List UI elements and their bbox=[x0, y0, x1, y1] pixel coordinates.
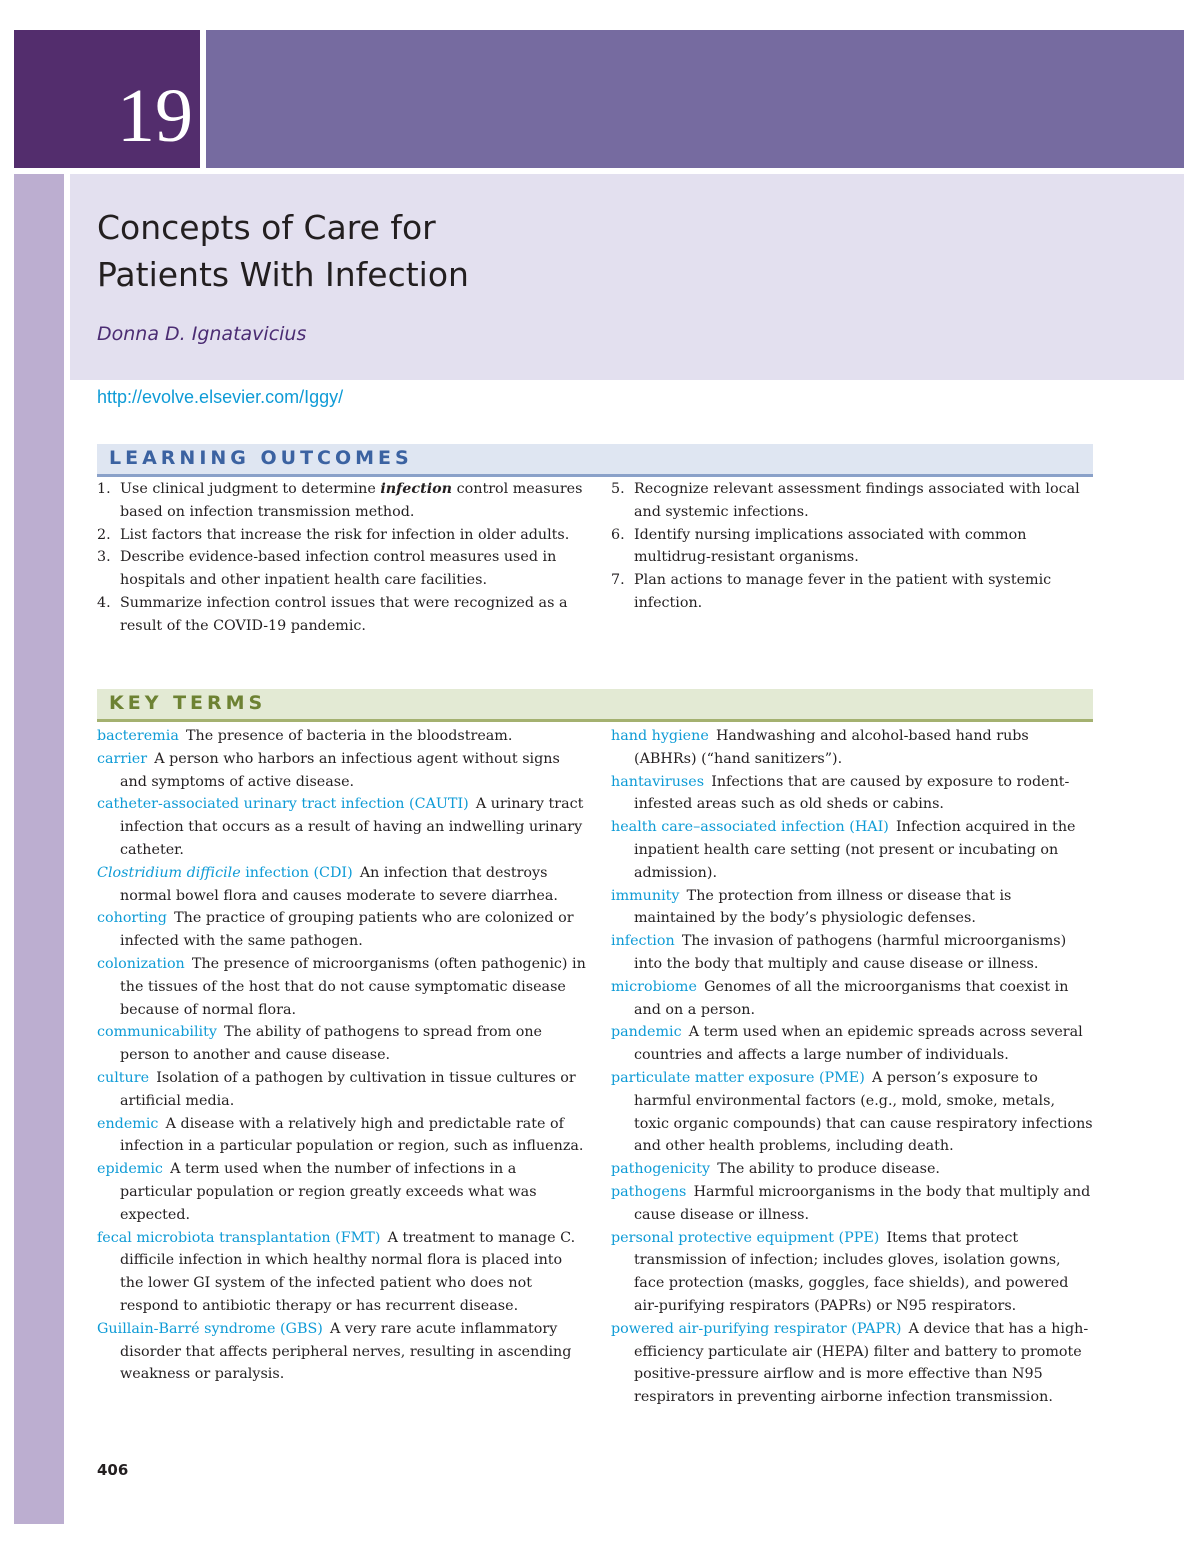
key-term-entry bbox=[611, 1318, 1093, 1409]
key-term-definition: Isolation of a pathogen by cultivation in tissue cultures or artificial media. bbox=[120, 1069, 576, 1109]
key-term-entry bbox=[97, 862, 587, 908]
key-term-definition: A person’s exposure to harmful environmental factors (e.g., mold, smoke, metals, toxic organic compounds) that can cause respiratory infections and other health problems, including death. bbox=[634, 1069, 1093, 1155]
learning-outcomes-title: LEARNING OUTCOMES bbox=[109, 447, 413, 469]
outcome-text: Recognize relevant assessment findings associated with local and systemic infections. bbox=[634, 481, 1080, 520]
learning-outcomes-header bbox=[97, 444, 1093, 477]
key-term-entry bbox=[97, 1113, 587, 1159]
key-term: pandemic bbox=[611, 1024, 682, 1041]
learning-outcome-item bbox=[611, 524, 1093, 570]
outcome-number: 4. bbox=[97, 594, 111, 611]
key-term-definition: Infection acquired in the inpatient health care setting (not present or incubating on admission). bbox=[634, 819, 1076, 881]
key-term-definition: A person who harbors an infectious agent without signs and symptoms of active disease. bbox=[120, 750, 560, 790]
key-term-definition: The invasion of pathogens (harmful microorganisms) into the body that multiply and cause disease or illness. bbox=[634, 933, 1067, 972]
key-term-definition: The protection from illness or disease that is maintained by the body’s physiologic defenses. bbox=[634, 887, 1012, 927]
key-term: Guillain-Barré syndrome (GBS) bbox=[97, 1320, 323, 1337]
chapter-number: 19 bbox=[117, 74, 193, 158]
key-term-entry bbox=[611, 976, 1093, 1022]
key-term: immunity bbox=[611, 887, 680, 904]
key-term-definition: Infections that are caused by exposure to rodent-infested areas such as old sheds or cabins. bbox=[634, 773, 1070, 813]
key-term-definition: A very rare acute inflammatory disorder that affects peripheral nerves, resulting in ascending weakness or paralysis. bbox=[120, 1320, 572, 1383]
learning-outcome-item bbox=[611, 478, 1093, 524]
key-term: hantaviruses bbox=[611, 773, 705, 790]
outcome-text: Use clinical judgment to determine bbox=[120, 481, 381, 497]
key-term: epidemic bbox=[97, 1161, 163, 1178]
key-term-definition: A device that has a high-efficiency particulate air (HEPA) filter and battery to promote positive-pressure airflow and is more effective than N95 respirators in preventing airborne infection transmission. bbox=[634, 1320, 1089, 1406]
key-term-entry bbox=[611, 1067, 1093, 1158]
key-term: communicability bbox=[97, 1024, 217, 1041]
key-term-entry bbox=[611, 885, 1093, 931]
key-term: infection bbox=[611, 933, 675, 950]
outcome-text-rest: control measures based on infection transmission method. bbox=[120, 481, 583, 520]
key-term-definition: A term used when an epidemic spreads across several countries and affects a large number of individuals. bbox=[634, 1024, 1083, 1064]
key-terms-title: KEY TERMS bbox=[109, 692, 267, 714]
outcome-number: 2. bbox=[97, 526, 111, 543]
key-term-entry bbox=[611, 725, 1093, 771]
learning-outcome-item bbox=[97, 546, 587, 592]
outcome-text: Describe evidence-based infection control measures used in hospitals and other inpatient health care facilities. bbox=[120, 549, 557, 589]
outcome-number: 6. bbox=[611, 526, 625, 543]
key-term: fecal microbiota transplantation (FMT) bbox=[97, 1229, 381, 1246]
key-term-entry bbox=[611, 816, 1093, 884]
key-term: particulate matter exposure (PME) bbox=[611, 1069, 865, 1086]
key-terms-right-column bbox=[611, 725, 1093, 1409]
learning-outcome-item bbox=[97, 592, 587, 638]
evolve-link[interactable]: http://evolve.elsevier.com/Iggy/ bbox=[97, 387, 344, 407]
key-term-entry bbox=[611, 930, 1093, 976]
key-terms-left-column bbox=[97, 725, 587, 1386]
key-term: pathogenicity bbox=[611, 1161, 711, 1178]
key-term: microbiome bbox=[611, 978, 697, 995]
key-term: health care–associated infection (HAI) bbox=[611, 819, 889, 836]
key-term-entry bbox=[97, 1318, 587, 1386]
key-term-entry bbox=[97, 1227, 587, 1318]
learning-outcomes-left-column bbox=[97, 478, 587, 638]
key-term: carrier bbox=[97, 750, 148, 767]
key-term-entry bbox=[611, 1227, 1093, 1318]
learning-outcome-item bbox=[97, 524, 587, 547]
key-term-italic: Clostridium difficile bbox=[97, 864, 241, 881]
key-term: colonization bbox=[97, 955, 185, 972]
key-term-definition: A disease with a relatively high and predictable rate of infection in a particular population or region, such as influenza. bbox=[120, 1115, 584, 1155]
outcome-text: Summarize infection control issues that were recognized as a result of the COVID-19 pandemic. bbox=[120, 594, 568, 634]
key-term-entry bbox=[611, 771, 1093, 817]
key-terms-header bbox=[97, 689, 1093, 722]
side-bar bbox=[14, 174, 64, 1524]
key-term-entry bbox=[611, 1158, 1093, 1181]
key-term-definition: Handwashing and alcohol-based hand rubs (ABHRs) (“hand sanitizers”). bbox=[634, 728, 1029, 767]
key-term-entry bbox=[97, 748, 587, 794]
key-term-entry bbox=[97, 1067, 587, 1113]
page-number: 406 bbox=[97, 1461, 129, 1479]
key-term: pathogens bbox=[611, 1183, 687, 1200]
learning-outcome-item bbox=[97, 478, 587, 524]
outcome-text: Plan actions to manage fever in the patient with systemic infection. bbox=[634, 572, 1052, 611]
key-term: catheter-associated urinary tract infection (CAUTI) bbox=[97, 796, 469, 813]
outcome-number: 5. bbox=[611, 481, 625, 497]
learning-outcome-item bbox=[611, 569, 1093, 615]
key-term-entry bbox=[97, 907, 587, 953]
key-term: personal protective equipment (PPE) bbox=[611, 1229, 880, 1246]
key-term: endemic bbox=[97, 1115, 159, 1132]
key-term: hand hygiene bbox=[611, 728, 709, 744]
learning-outcomes-right-column bbox=[611, 478, 1093, 615]
outcome-text: List factors that increase the risk for infection in older adults. bbox=[120, 526, 570, 543]
header-band bbox=[206, 30, 1184, 168]
key-term-entry bbox=[97, 725, 587, 748]
key-term-definition: The ability to produce disease. bbox=[717, 1161, 940, 1178]
key-term-definition: A term used when the number of infections in a particular population or region greatly exceeds what was expected. bbox=[120, 1161, 537, 1223]
outcome-emphasis: infection bbox=[380, 481, 453, 497]
key-term-entry bbox=[611, 1021, 1093, 1067]
key-term: cohorting bbox=[97, 910, 167, 927]
outcome-number: 3. bbox=[97, 549, 111, 566]
key-term-definition: A treatment to manage C. difficile infection in which healthy normal flora is placed into the lower GI system of the infected patient who does not respond to antibiotic therapy or has recurrent disease. bbox=[120, 1229, 576, 1314]
key-term: culture bbox=[97, 1069, 150, 1086]
key-term-definition: A urinary tract infection that occurs as a result of having an indwelling urinary catheter. bbox=[120, 796, 584, 858]
key-term-definition: Harmful microorganisms in the body that multiply and cause disease or illness. bbox=[634, 1183, 1091, 1223]
key-term-definition: The ability of pathogens to spread from one person to another and cause disease. bbox=[120, 1024, 543, 1064]
key-term-definition: The presence of microorganisms (often pathogenic) in the tissues of the host that do not cause symptomatic disease because of normal flora. bbox=[120, 955, 586, 1018]
outcome-number: 1. bbox=[97, 481, 111, 497]
chapter-title-line-1: Concepts of Care for bbox=[97, 208, 436, 247]
key-term: infection (CDI) bbox=[240, 864, 353, 881]
outcome-number: 7. bbox=[611, 572, 625, 589]
key-term-definition: Genomes of all the microorganisms that coexist in and on a person. bbox=[634, 978, 1069, 1018]
key-term-entry bbox=[97, 793, 587, 861]
key-term: powered air-purifying respirator (PAPR) bbox=[611, 1320, 902, 1337]
key-term-definition: An infection that destroys normal bowel flora and causes moderate to severe diarrhea. bbox=[120, 864, 558, 904]
author-name: Donna D. Ignatavicius bbox=[97, 323, 307, 345]
outcome-text: Identify nursing implications associated with common multidrug-resistant organisms. bbox=[634, 526, 1027, 566]
key-term: bacteremia bbox=[97, 728, 179, 744]
key-term-entry bbox=[97, 1021, 587, 1067]
key-term-definition: The practice of grouping patients who are colonized or infected with the same pathogen. bbox=[120, 910, 574, 950]
key-term-entry bbox=[97, 953, 587, 1021]
key-term-definition: Items that protect transmission of infection; includes gloves, isolation gowns, face protection (masks, goggles, face shields), and powered air-purifying respirators (PAPRs) or N95 respirators. bbox=[634, 1229, 1069, 1314]
chapter-title-line-2: Patients With Infection bbox=[97, 255, 469, 294]
key-term-definition: The presence of bacteria in the bloodstream. bbox=[186, 728, 513, 744]
key-term-entry bbox=[97, 1158, 587, 1226]
key-term-entry bbox=[611, 1181, 1093, 1227]
